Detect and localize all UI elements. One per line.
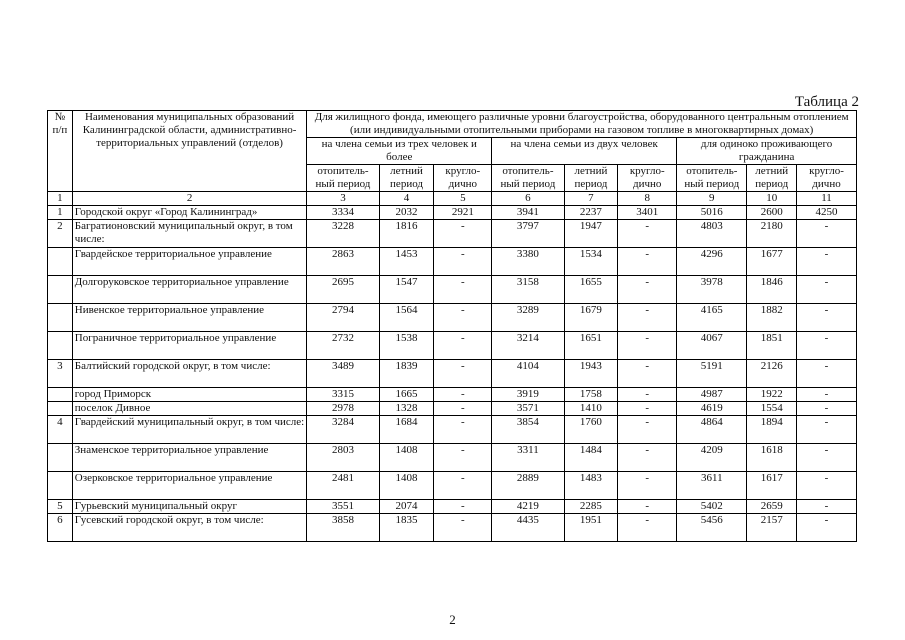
column-number: 5 [434,192,492,206]
header-summer: летний период [747,165,797,192]
table-row [48,360,857,388]
municipality-name: Балтийский городской округ, в том числе: [72,360,307,388]
value-cell: 2237 [564,206,618,220]
value-cell: - [618,416,677,444]
column-number: 10 [747,192,797,206]
value-cell: 1947 [564,220,618,248]
value-cell: 4067 [677,332,747,360]
value-cell: 3611 [677,472,747,500]
value-cell: 5191 [677,360,747,388]
value-cell: 4165 [677,304,747,332]
value-cell: 2659 [747,500,797,514]
value-cell: 2032 [379,206,434,220]
row-number: 4 [48,416,73,444]
municipality-name: Городской округ «Город Калининград» [72,206,307,220]
column-number: 11 [797,192,857,206]
value-cell: 1758 [564,388,618,402]
row-number [48,444,73,472]
table-row [48,514,857,542]
row-number [48,472,73,500]
column-number: 3 [307,192,379,206]
value-cell: 3228 [307,220,379,248]
value-cell: 3941 [492,206,564,220]
municipality-name: город Приморск [72,388,307,402]
value-cell: 3854 [492,416,564,444]
municipality-name: Нивенское территориальное управление [72,304,307,332]
municipality-name: Знаменское территориальное управление [72,444,307,472]
value-cell: - [434,444,492,472]
table-row [48,276,857,304]
value-cell: - [618,332,677,360]
row-number: 2 [48,220,73,248]
value-cell: 2921 [434,206,492,220]
value-cell: 2863 [307,248,379,276]
municipality-name: Долгоруковское территориальное управление [72,276,307,304]
row-number: 1 [48,206,73,220]
value-cell: - [618,500,677,514]
municipality-name: Гвардейский муниципальный округ, в том числе: [72,416,307,444]
municipality-name: Гусевский городской округ, в том числе: [72,514,307,542]
table-row [48,304,857,332]
value-cell: 1665 [379,388,434,402]
value-cell: 1760 [564,416,618,444]
value-cell: 2732 [307,332,379,360]
column-number: 8 [618,192,677,206]
value-cell: 3571 [492,402,564,416]
value-cell: 1677 [747,248,797,276]
value-cell: 1951 [564,514,618,542]
value-cell: - [434,514,492,542]
value-cell: - [434,332,492,360]
header-heating: отопитель-ный период [307,165,379,192]
value-cell: 4803 [677,220,747,248]
value-cell: - [797,388,857,402]
value-cell: - [618,514,677,542]
value-cell: 4209 [677,444,747,472]
value-cell: - [797,402,857,416]
value-cell: 1816 [379,220,434,248]
value-cell: 4219 [492,500,564,514]
value-cell: 4104 [492,360,564,388]
value-cell: - [797,444,857,472]
value-cell: - [434,304,492,332]
value-cell: 1547 [379,276,434,304]
row-number [48,402,73,416]
value-cell: - [797,360,857,388]
value-cell: 3551 [307,500,379,514]
value-cell: 1922 [747,388,797,402]
value-cell: 5402 [677,500,747,514]
value-cell: 1835 [379,514,434,542]
value-cell: 1839 [379,360,434,388]
value-cell: 2600 [747,206,797,220]
table-row [48,206,857,220]
municipality-name: Багратионовский муниципальный округ, в том числе: [72,220,307,248]
value-cell: 1328 [379,402,434,416]
value-cell: 2157 [747,514,797,542]
table-row [48,402,857,416]
value-cell: - [618,444,677,472]
column-number: 7 [564,192,618,206]
value-cell: 3315 [307,388,379,402]
value-cell: - [434,472,492,500]
row-number [48,276,73,304]
value-cell: - [434,416,492,444]
header-heating: отопитель-ный период [677,165,747,192]
value-cell: 1554 [747,402,797,416]
header-yearround: кругло-дично [797,165,857,192]
value-cell: 2126 [747,360,797,388]
value-cell: 4619 [677,402,747,416]
page-number: 2 [449,612,456,627]
column-number-row [48,192,857,206]
table-row [48,472,857,500]
municipality-name: Гвардейское территориальное управление [72,248,307,276]
header-name: Наименования муниципальных образований Калининградской области, административно-территориальных управлений (отделов) [72,111,307,192]
header-group-single: для одиноко проживающего гражданина [677,138,857,165]
column-number: 2 [72,192,307,206]
table-caption: Таблица 2 [794,94,859,110]
value-cell: - [618,360,677,388]
value-cell: 4987 [677,388,747,402]
value-cell: 1534 [564,248,618,276]
value-cell: 3311 [492,444,564,472]
value-cell: 4250 [797,206,857,220]
table-row [48,388,857,402]
municipality-name: Озерковское территориальное управление [72,472,307,500]
value-cell: - [434,360,492,388]
value-cell: 2074 [379,500,434,514]
value-cell: - [618,304,677,332]
header-group-two-persons: на члена семьи из двух человек [492,138,677,165]
value-cell: 3214 [492,332,564,360]
value-cell: 3978 [677,276,747,304]
value-cell: 1679 [564,304,618,332]
value-cell: 3158 [492,276,564,304]
value-cell: 1684 [379,416,434,444]
value-cell: - [434,276,492,304]
municipality-name: Гурьевский муниципальный округ [72,500,307,514]
value-cell: - [618,220,677,248]
value-cell: 1484 [564,444,618,472]
value-cell: - [797,304,857,332]
value-cell: - [797,500,857,514]
value-cell: 2285 [564,500,618,514]
row-number [48,248,73,276]
table-row [48,332,857,360]
value-cell: 3401 [618,206,677,220]
row-number: 3 [48,360,73,388]
row-number: 6 [48,514,73,542]
column-number: 9 [677,192,747,206]
value-cell: - [618,388,677,402]
value-cell: 2695 [307,276,379,304]
table-row [48,500,857,514]
value-cell: - [434,500,492,514]
value-cell: 4435 [492,514,564,542]
value-cell: - [797,416,857,444]
header-number: № п/п [48,111,73,192]
value-cell: 1408 [379,444,434,472]
row-number [48,332,73,360]
value-cell: 4864 [677,416,747,444]
value-cell: - [797,276,857,304]
value-cell: 1564 [379,304,434,332]
header-summer: летний период [379,165,434,192]
value-cell: 1655 [564,276,618,304]
value-cell: - [618,276,677,304]
value-cell: 2180 [747,220,797,248]
value-cell: - [618,248,677,276]
header-yearround: кругло-дично [434,165,492,192]
value-cell: 2803 [307,444,379,472]
row-number [48,388,73,402]
table-row [48,220,857,248]
value-cell: - [797,248,857,276]
row-number [48,304,73,332]
value-cell: 3289 [492,304,564,332]
municipality-name: поселок Дивное [72,402,307,416]
value-cell: - [797,514,857,542]
value-cell: 4296 [677,248,747,276]
header-group-three-persons: на члена семьи из трех человек и более [307,138,492,165]
value-cell: 2794 [307,304,379,332]
value-cell: 3797 [492,220,564,248]
value-cell: 2978 [307,402,379,416]
value-cell: - [797,220,857,248]
municipality-name: Пограничное территориальное управление [72,332,307,360]
value-cell: 3858 [307,514,379,542]
value-cell: 1617 [747,472,797,500]
value-cell: 1408 [379,472,434,500]
value-cell: 1894 [747,416,797,444]
value-cell: - [797,472,857,500]
data-table [47,110,857,542]
value-cell: 3380 [492,248,564,276]
value-cell: - [797,332,857,360]
value-cell: - [618,402,677,416]
value-cell: 1410 [564,402,618,416]
column-number: 6 [492,192,564,206]
value-cell: 3284 [307,416,379,444]
value-cell: 1943 [564,360,618,388]
column-number: 4 [379,192,434,206]
value-cell: 3489 [307,360,379,388]
value-cell: - [618,472,677,500]
value-cell: - [434,220,492,248]
table-row [48,444,857,472]
value-cell: 5016 [677,206,747,220]
table-row [48,248,857,276]
value-cell: 1453 [379,248,434,276]
value-cell: 2481 [307,472,379,500]
value-cell: 1651 [564,332,618,360]
column-number: 1 [48,192,73,206]
header-summer: летний период [564,165,618,192]
value-cell: 1851 [747,332,797,360]
value-cell: 1882 [747,304,797,332]
row-number: 5 [48,500,73,514]
header-heating: отопитель-ный период [492,165,564,192]
value-cell: 5456 [677,514,747,542]
value-cell: 2889 [492,472,564,500]
value-cell: 1538 [379,332,434,360]
value-cell: 3919 [492,388,564,402]
value-cell: - [434,402,492,416]
value-cell: 3334 [307,206,379,220]
value-cell: - [434,248,492,276]
table-row [48,416,857,444]
header-yearround: кругло-дично [618,165,677,192]
value-cell: 1846 [747,276,797,304]
header-group: Для жилищного фонда, имеющего различные уровни благоустройства, оборудованного центральным отоплением (или индивидуальными отопительными приборами на газовом топливе в многоквартирных домах) [307,111,857,138]
value-cell: - [434,388,492,402]
value-cell: 1618 [747,444,797,472]
value-cell: 1483 [564,472,618,500]
